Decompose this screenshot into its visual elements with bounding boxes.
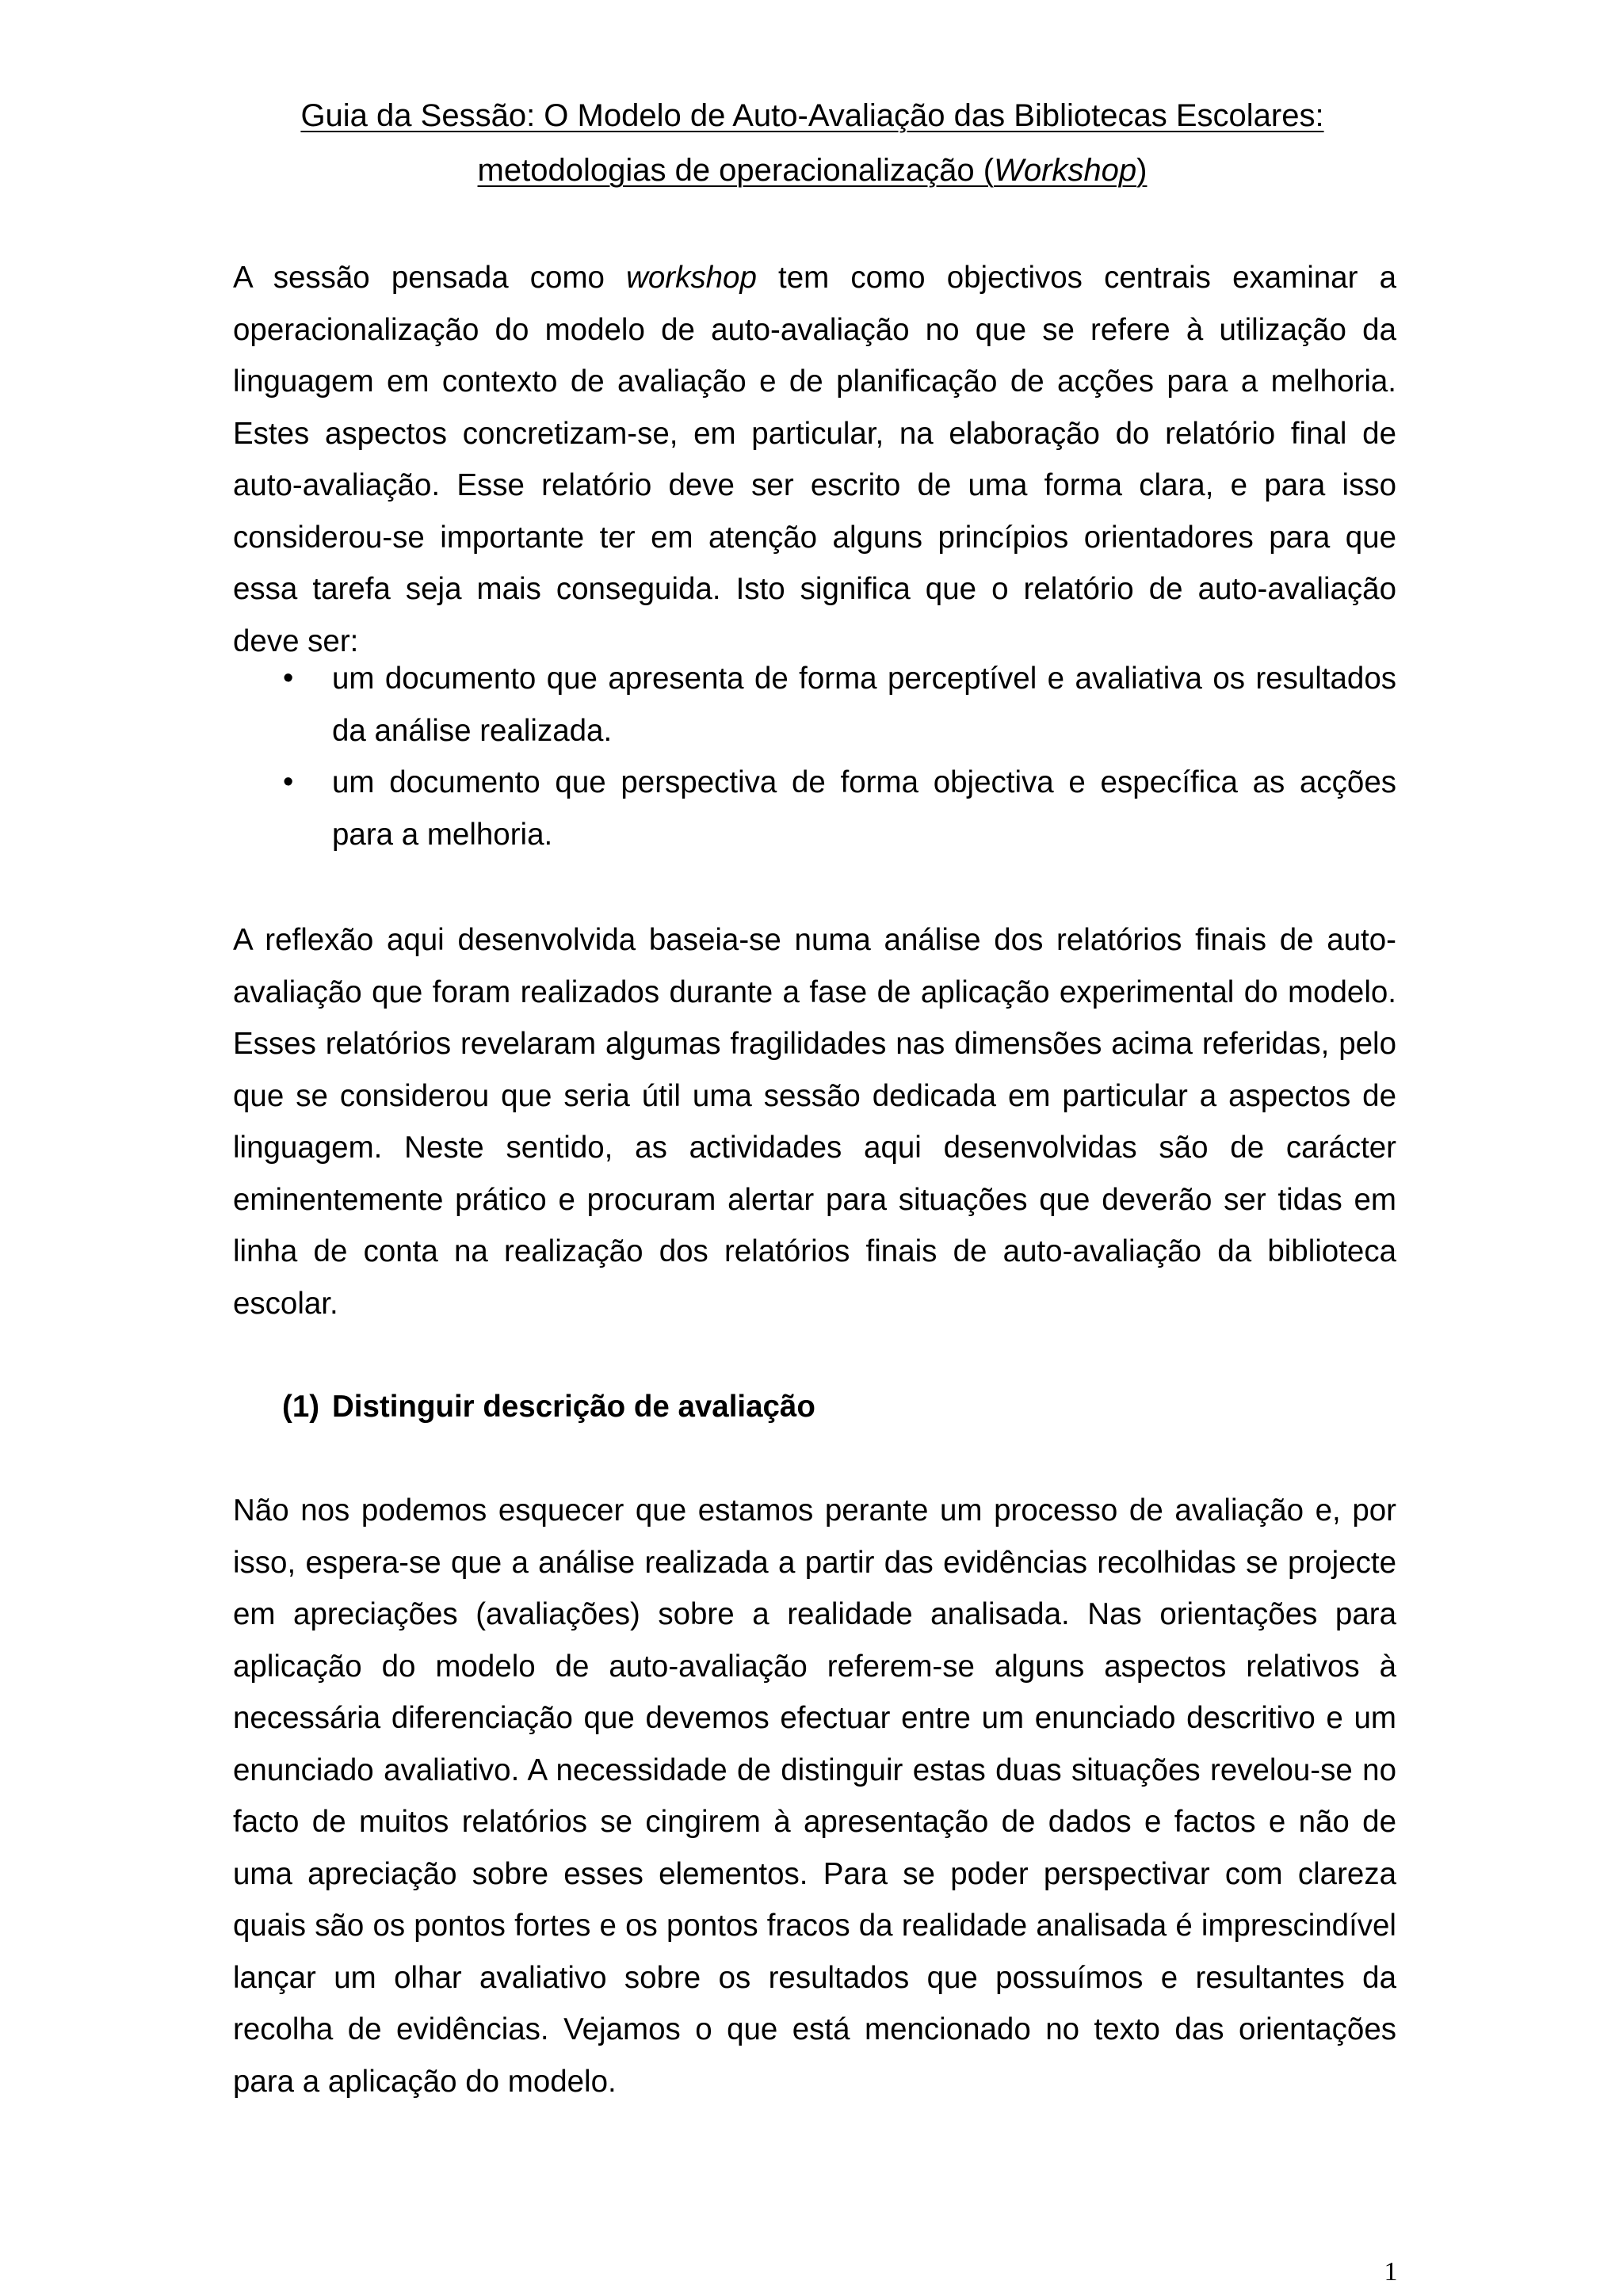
section-heading-text: Distinguir descrição de avaliação (332, 1390, 815, 1424)
title-workshop-italic: Workshop (994, 153, 1137, 188)
bullet-text: um documento que perspectiva de forma objectiva e específica as acções para a melhoria. (332, 765, 1396, 852)
intro-workshop-italic: workshop (626, 261, 757, 295)
paragraph-reflexao-text: A reflexão aqui desenvolvida baseia-se numa análise dos relatórios finais de auto-avaliação que foram realizados durante a fase de aplicação experimental do modelo. Esses relatórios revelaram algumas fragilidades nas dimensões acima referidas, pelo que se considerou que seria útil uma sessão dedicada em particular a aspectos de linguagem. Neste sentido, as actividades aqui desenvolvidas são de carácter eminentemente prático e procuram alertar para situações que deverão ser tidas em linha de conta na realização dos relatórios finais de auto-avaliação da biblioteca escolar. (233, 923, 1396, 1321)
paragraph-reflexao (233, 914, 1396, 1329)
intro-paragraph (233, 252, 1396, 667)
paragraph-avaliacao (233, 1485, 1396, 2107)
intro-prefix: A sessão pensada como (233, 261, 627, 295)
title-line-1: Guia da Sessão: O Modelo de Auto-Avaliação das Bibliotecas Escolares: (300, 98, 1324, 133)
intro-suffix: tem como objectivos centrais examinar a operacionalização do modelo de auto-avaliação no que se refere à utilização da linguagem em contexto de avaliação e de planificação de acções para a melhoria. Estes aspectos concretizam-se, em particular, na elaboração do relatório final de auto-avaliação. Esse relatório deve ser escrito de uma forma clara, e para isso considerou-se importante ter em atenção alguns princípios orientadores para que essa tarefa seja mais conseguida. Isto significa que o relatório de auto-avaliação deve ser: (233, 261, 1396, 658)
bullet-icon: • (283, 662, 294, 695)
document-title (234, 89, 1391, 198)
bullet-icon: • (283, 765, 294, 799)
title-line-2 (234, 143, 1391, 198)
title-line-2-prefix: metodologias de operacionalização ( (477, 153, 995, 188)
bullet-item (233, 757, 1396, 860)
paragraph-avaliacao-text: Não nos podemos esquecer que estamos perante um processo de avaliação e, por isso, espera-se que a análise realizada a partir das evidências recolhidas se projecte em apreciações (avaliações) sobre a realidade analisada. Nas orientações para aplicação do modelo de auto-avaliação referem-se alguns aspectos relativos à necessária diferenciação que devemos efectuar entre um enunciado descritivo e um enunciado avaliativo. A necessidade de distinguir estas duas situações revelou-se no facto de muitos relatórios se cingirem à apresentação de dados e factos e não de uma apreciação sobre esses elementos. Para se poder perspectivar com clareza quais são os pontos fortes e os pontos fracos da realidade analisada é imprescindível lançar um olhar avaliativo sobre os resultados que possuímos e resultantes da recolha de evidências. Vejamos o que está mencionado no texto das orientações para a aplicação do modelo. (233, 1493, 1396, 2099)
section-number: (1) (282, 1390, 320, 1424)
title-line-2-suffix: ) (1136, 153, 1148, 188)
bullet-item (233, 653, 1396, 757)
bullet-list (233, 653, 1396, 860)
page-number: 1 (1384, 2257, 1398, 2286)
section-heading (282, 1381, 815, 1433)
bullet-text: um documento que apresenta de forma perceptível e avaliativa os resultados da análise realizada. (332, 662, 1396, 748)
